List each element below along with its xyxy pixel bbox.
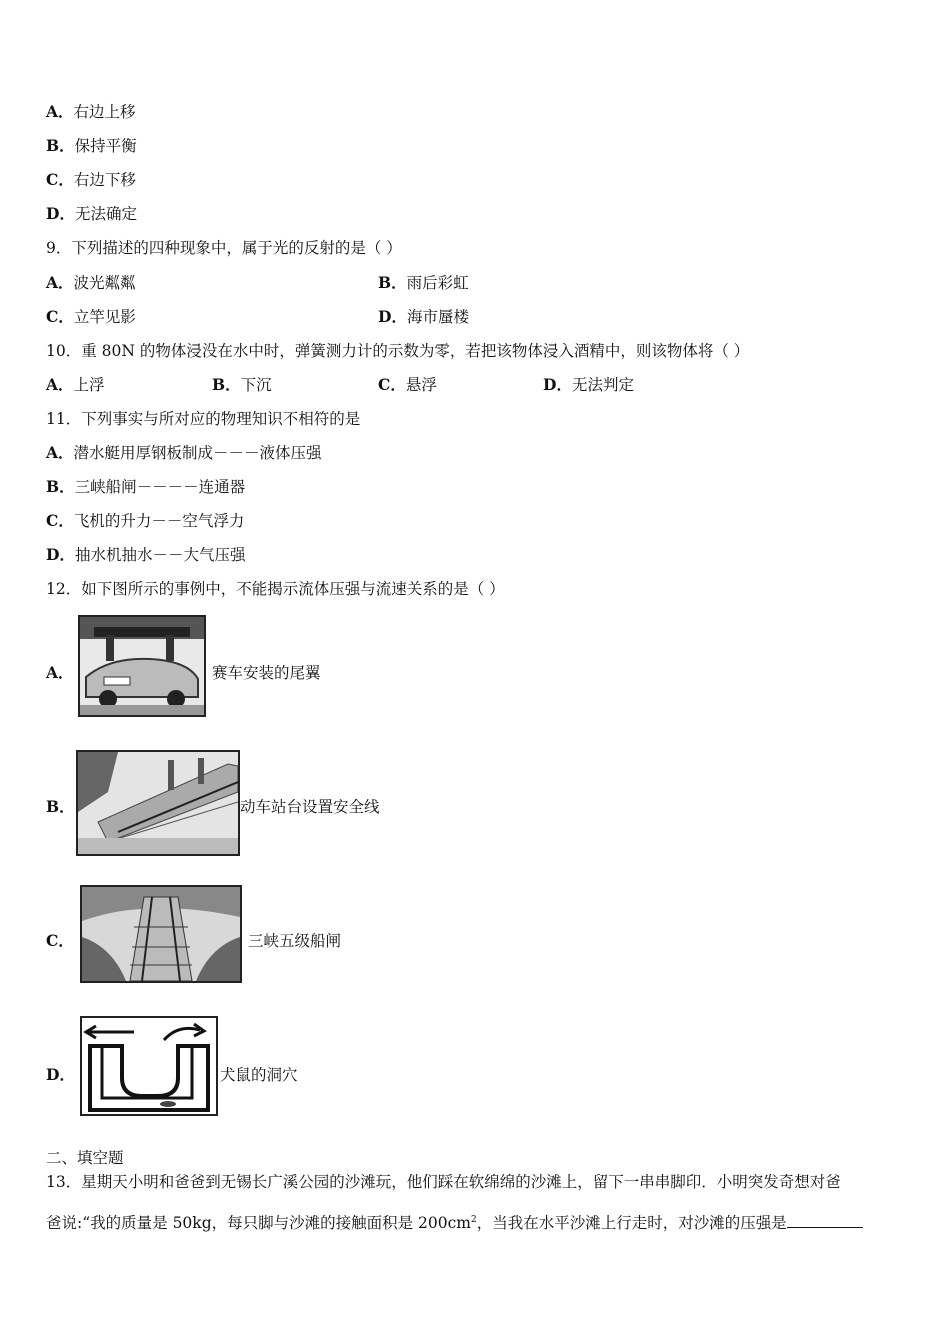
section-title: 二、填空题	[46, 1149, 124, 1167]
q11-option-a: A．潜水艇用厚钢板制成－－－液体压强	[46, 443, 322, 462]
burrow-diagram	[80, 1016, 218, 1116]
q10-option-b: B．下沉	[212, 375, 272, 394]
q9-stem: 9．下列描述的四种现象中，属于光的反射的是（ ）	[46, 239, 402, 257]
q9-option-d: D．海市蜃楼	[378, 307, 469, 326]
q12-option-a-caption: 赛车安装的尾翼	[212, 664, 321, 682]
superscript: 2	[471, 1215, 477, 1225]
q10-option-d: D．无法判定	[543, 375, 634, 394]
race-car-photo	[78, 615, 206, 717]
q11-option-c: C．飞机的升力－－空气浮力	[46, 511, 245, 530]
ship-lock-photo	[80, 885, 242, 983]
q11-option-b: B．三峡船闸－－－－连通器	[46, 477, 246, 496]
q9-option-a: A．波光粼粼	[46, 273, 136, 292]
q8-option-a: A．右边上移	[46, 102, 136, 121]
train-platform-photo	[76, 750, 240, 856]
q11-stem: 11．下列事实与所对应的物理知识不相符的是	[46, 410, 361, 428]
q8-option-b: B．保持平衡	[46, 136, 137, 155]
q8-option-c: C．右边下移	[46, 170, 136, 189]
q11-option-d: D．抽水机抽水－－大气压强	[46, 545, 246, 564]
q8-option-d: D．无法确定	[46, 204, 137, 223]
q12-option-c-caption: 三峡五级船闸	[248, 932, 342, 950]
q12-option-b-caption: 动车站台设置安全线	[240, 798, 380, 816]
q12-option-c-label: C．	[46, 931, 74, 950]
q12-stem: 12．如下图所示的事例中，不能揭示流体压强与流速关系的是（ ）	[46, 580, 505, 598]
q13-line-2: 爸说:“我的质量是 50kg，每只脚与沙滩的接触面积是 $200cm^2$，当我在水平沙滩上行走时，对沙滩的压强是	[46, 1210, 863, 1233]
q12-option-d-caption: 犬鼠的洞穴	[220, 1066, 298, 1084]
q12-option-d-label: D．	[46, 1065, 75, 1084]
q9-option-c: C．立竿见影	[46, 307, 136, 326]
q10-option-a: A．上浮	[46, 375, 105, 394]
q10-stem: 10．重 80N 的物体浸没在水中时，弹簧测力计的示数为零，若把该物体浸入酒精中，则该物体将（ ）	[46, 342, 750, 360]
q12-option-b-label: B．	[46, 797, 75, 816]
answer-blank[interactable]	[787, 1211, 863, 1228]
q9-option-b: B．雨后彩虹	[378, 273, 469, 292]
q10-option-c: C．悬浮	[378, 375, 437, 394]
q13-line-1: 13．星期天小明和爸爸到无锡长广溪公园的沙滩玩，他们踩在软绵绵的沙滩上，留下一串串脚印．小明突发奇想对爸	[46, 1173, 841, 1191]
q12-option-a-label: A．	[46, 663, 74, 682]
